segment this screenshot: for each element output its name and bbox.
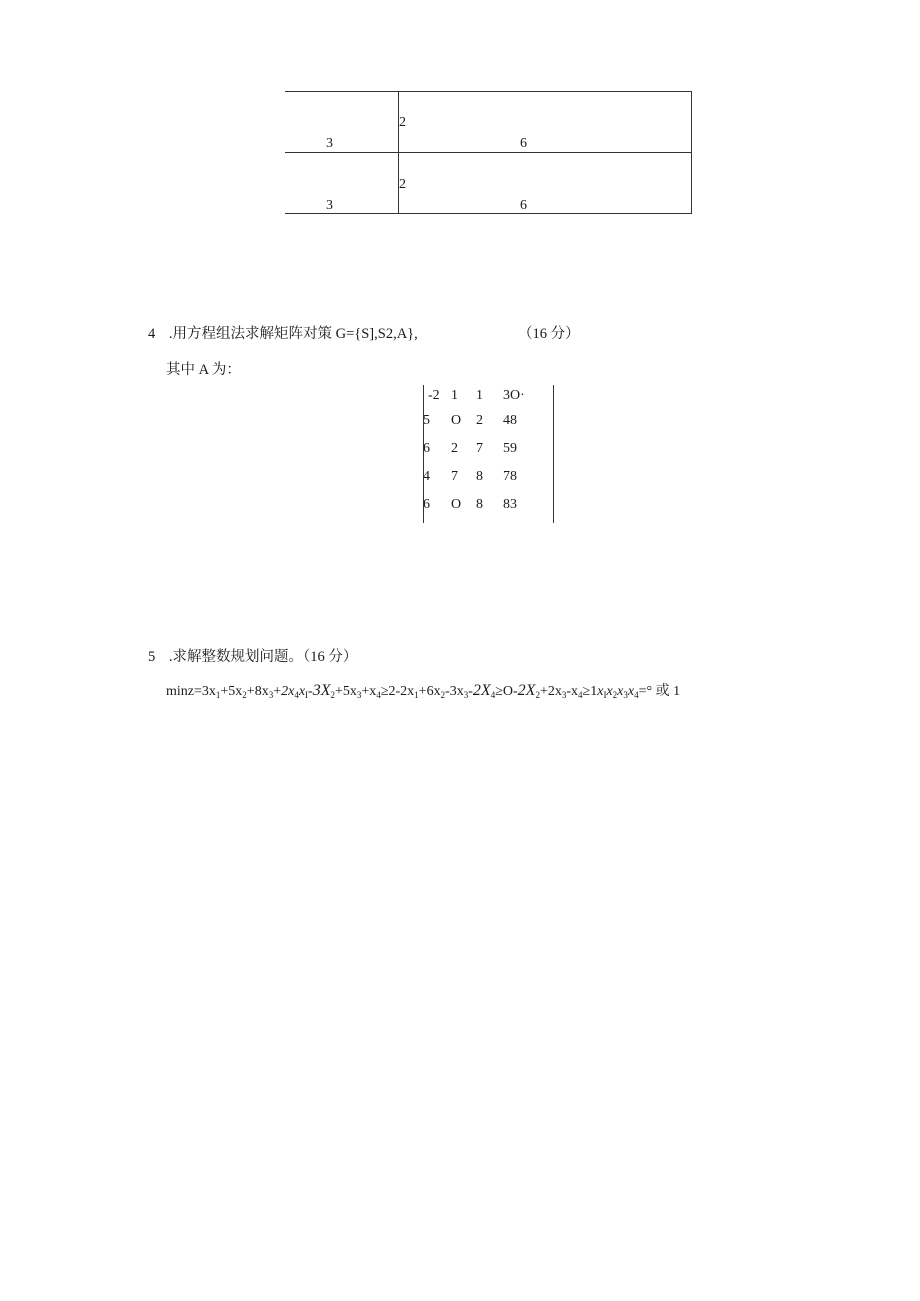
formula-text: ≥1 [582, 684, 598, 699]
formula-subscript: 4 [294, 690, 299, 700]
formula-subscript: 2 [535, 690, 540, 700]
matrix-intro: 其中 A 为： [166, 362, 241, 378]
table-cell: 6 [520, 136, 527, 151]
question-5-heading [148, 648, 357, 666]
formula-subscript: 3 [463, 690, 469, 700]
formula-text: =° 或 1 [638, 684, 681, 699]
formula-text: +x [361, 684, 377, 699]
formula-text: minz=3x [166, 684, 216, 699]
table-cell: 2 [399, 115, 406, 130]
table-cell: 6 [520, 198, 527, 213]
formula-italic: x [298, 684, 306, 699]
matrix-cell: O [451, 413, 462, 428]
formula-subscript: 1 [414, 690, 419, 700]
formula-subscript: 4 [376, 690, 381, 700]
matrix-cell: -2 [428, 388, 440, 403]
formula-subscript: 2 [330, 690, 335, 700]
matrix-cell: 3O· [503, 388, 525, 403]
formula-text: - [468, 684, 473, 699]
table-cell: 3 [326, 198, 333, 213]
formula-subscript: 3 [356, 690, 362, 700]
formula-subscript: 3 [268, 690, 274, 700]
table-border-top [285, 91, 692, 92]
formula-italic: 2X [472, 682, 491, 699]
formula-subscript: 4 [634, 690, 639, 700]
matrix-cell: 6 [423, 441, 430, 456]
top-table [285, 91, 692, 214]
matrix-cell: 4 [423, 469, 430, 484]
formula-text: +8x [246, 684, 269, 699]
matrix-cell: 59 [503, 441, 517, 456]
formula-subscript: 2 [612, 690, 618, 700]
matrix-cell: 1 [451, 388, 458, 403]
matrix-cell: 48 [503, 413, 517, 428]
table-cell: 3 [326, 136, 333, 151]
formula-italic: x [597, 684, 604, 699]
matrix-cell: 78 [503, 469, 517, 484]
formula-subscript: 2 [440, 690, 446, 700]
matrix-cell: 7 [476, 441, 483, 456]
formula-italic: 2x [281, 684, 295, 699]
question-number: 4 [148, 326, 156, 342]
formula-text: ≥2-2x [380, 684, 415, 699]
matrix-cell: 6 [423, 497, 430, 512]
matrix-a [423, 385, 555, 525]
question-number: 5 [148, 649, 156, 665]
formula-italic: x [617, 684, 624, 699]
matrix-cell: 7 [451, 469, 458, 484]
matrix-cell: O [451, 497, 462, 512]
formula-text: + [273, 684, 282, 699]
formula-text: -3x [445, 684, 464, 699]
formula-subscript: 2 [242, 690, 247, 700]
formula-subscript: 3 [623, 690, 628, 700]
formula-subscript: 1 [215, 690, 221, 700]
formula-italic: x [627, 684, 635, 699]
formula-text: +5x [335, 684, 357, 699]
formula-subscript: 4 [578, 690, 583, 700]
table-border-bottom [285, 213, 692, 214]
integer-programming-formula [166, 682, 680, 704]
formula-italic: x [606, 684, 613, 699]
matrix-cell: 1 [476, 388, 483, 403]
question-text: .用方程组法求解矩阵对策 G={S],S2,A}, [168, 326, 418, 342]
matrix-cell: 83 [503, 497, 517, 512]
formula-subscript: I [603, 690, 607, 700]
question-4-heading [148, 325, 418, 343]
table-border-right [691, 91, 692, 214]
formula-text: -x [566, 684, 579, 699]
question-text: .求解整数规划问题。（16 分） [168, 649, 358, 665]
formula-text: +6x [418, 684, 441, 699]
formula-text: +2x [539, 684, 562, 699]
matrix-cell: 2 [451, 441, 458, 456]
table-row-divider [285, 152, 692, 153]
formula-italic: 3X [312, 682, 331, 699]
matrix-cell: 2 [476, 413, 483, 428]
formula-italic: 2X [517, 682, 536, 699]
formula-text: - [308, 684, 313, 699]
matrix-cell: 8 [476, 469, 483, 484]
matrix-cell: 8 [476, 497, 483, 512]
question-score: （16 分） [518, 326, 580, 342]
formula-subscript: 3 [561, 690, 567, 700]
formula-subscript: 4 [490, 690, 496, 700]
formula-text: +5x [220, 684, 243, 699]
matrix-cell: 5 [423, 413, 430, 428]
table-column-divider [398, 91, 399, 214]
matrix-right-bar [553, 385, 554, 523]
formula-text: ≥O- [495, 684, 518, 699]
table-cell: 2 [399, 177, 406, 192]
formula-subscript: I [305, 690, 309, 700]
